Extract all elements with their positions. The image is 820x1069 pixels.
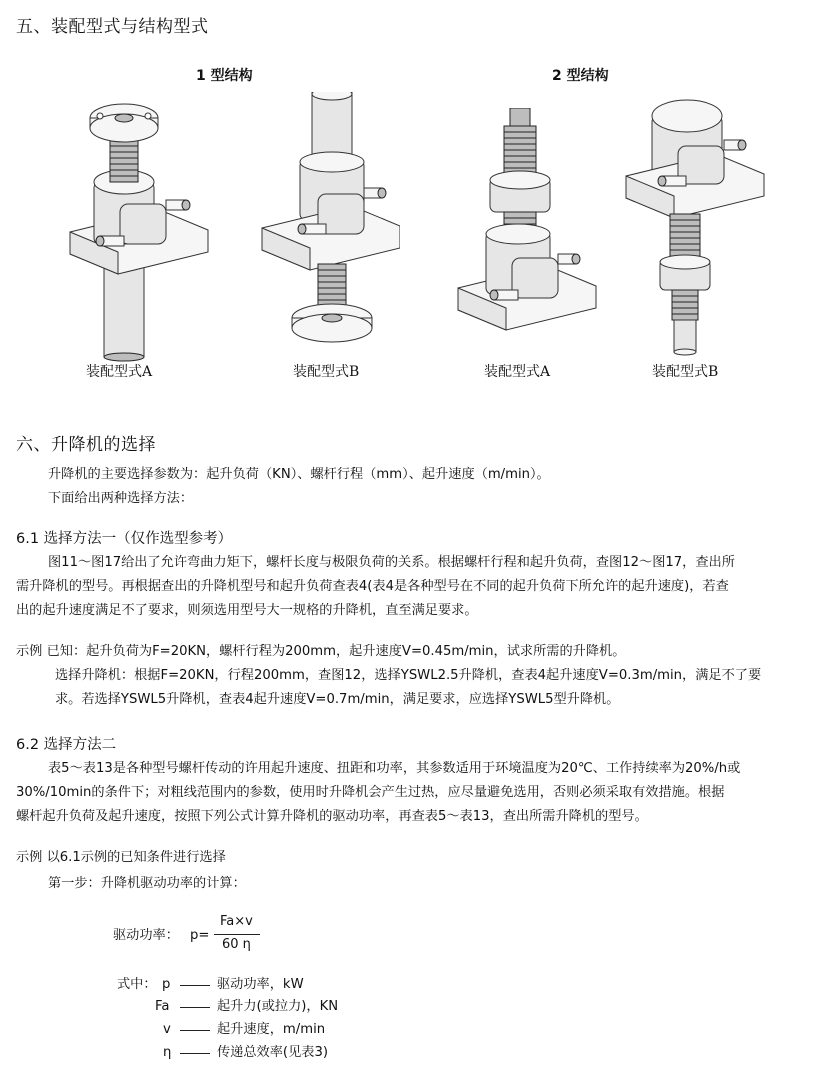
type-1-title: 1 型结构 <box>196 68 253 84</box>
where-desc-eta: 传递总效率(见表3) <box>217 1045 328 1060</box>
example-1-line-3: 求。若选择YSWL5升降机，查表4起升速度V=0.7m/min，满足要求，应选择YSWL5型升降机。 <box>55 692 620 707</box>
where-dash-p <box>180 985 210 986</box>
method-1-title: 6.1 选择方法一（仅作选型参考） <box>16 531 233 547</box>
where-sym-fa: Fa <box>155 999 170 1014</box>
formula-fraction-bar <box>214 934 260 935</box>
where-desc-v: 起升速度，m/min <box>217 1022 326 1037</box>
where-sym-p: p <box>162 977 171 992</box>
caption-type1-a: 装配型式A <box>86 364 153 380</box>
where-sym-v: v <box>163 1022 171 1037</box>
example-1-line-2: 选择升降机：根据F=20KN，行程200mm，查图12，选择YSWL2.5升降机，查表4起升速度V=0.3m/min，满足不了要 <box>55 668 762 683</box>
method-1-line-2: 需升降机的型号。再根据查出的升降机型号和起升负荷查表4(表4是各种型号在不同的起升负荷下所允许的起升速度)，若查 <box>16 579 729 594</box>
section-6-title: 六、升降机的选择 <box>16 435 156 455</box>
example-1-line-1: 示例 已知：起升负荷为F=20KN，螺杆行程为200mm，起升速度V=0.45m/min，试求所需的升降机。 <box>16 644 626 659</box>
where-prefix: 式中： <box>117 977 157 992</box>
where-desc-p: 驱动功率，kW <box>217 977 304 992</box>
method-2-line-1: 表5～表13是各种型号螺杆传动的许用起升速度、扭距和功率，其参数适用于环境温度为20℃、工作持续率为20%/h或 <box>48 761 741 776</box>
method-1-line-1: 图11～图17给出了允许弯曲力矩下，螺杆长度与极限负荷的关系。根据螺杆行程和起升负荷，查图12～图17，查出所 <box>48 555 735 570</box>
method-2-title: 6.2 选择方法二 <box>16 737 117 753</box>
caption-type2-b: 装配型式B <box>652 364 719 380</box>
section-5-title: 五、装配型式与结构型式 <box>16 17 209 37</box>
where-dash-fa <box>180 1007 210 1008</box>
caption-type1-b: 装配型式B <box>293 364 360 380</box>
where-dash-v <box>180 1030 210 1031</box>
step-1: 第一步：升降机驱动功率的计算： <box>48 876 246 891</box>
type2-assembly-b-illustration <box>622 96 782 356</box>
intro-line-1: 升降机的主要选择参数为：起升负荷（KN）、螺杆行程（mm）、起升速度（m/min）。 <box>48 467 550 482</box>
formula-label: 驱动功率： <box>113 928 179 943</box>
type1-assembly-b-illustration <box>240 92 400 352</box>
caption-type2-a: 装配型式A <box>484 364 551 380</box>
where-sym-eta: η <box>163 1045 172 1060</box>
type-2-title: 2 型结构 <box>552 68 609 84</box>
method-2-line-3: 螺杆起升负荷及起升速度，按照下列公式计算升降机的驱动功率，再查表5～表13，查出所需升降机的型号。 <box>16 809 648 824</box>
type2-assembly-a-illustration <box>452 108 612 358</box>
where-dash-eta <box>180 1053 210 1054</box>
formula-denominator: 60 η <box>222 937 251 952</box>
formula-numerator: Fa×v <box>220 914 253 929</box>
method-1-line-3: 出的起升速度满足不了要求，则须选用型号大一规格的升降机，直至满足要求。 <box>16 603 478 618</box>
method-2-line-2: 30%/10min的条件下；对粗线范围内的参数，使用时升降机会产生过热，应尽量避免选用，否则必须采取有效措施。根据 <box>16 785 725 800</box>
intro-line-2: 下面给出两种选择方法： <box>48 491 194 506</box>
type1-assembly-a-illustration <box>60 92 220 362</box>
example-2-title: 示例 以6.1示例的已知条件进行选择 <box>16 850 226 865</box>
formula-lhs: p= <box>190 928 210 943</box>
where-desc-fa: 起升力(或拉力)，KN <box>217 999 339 1014</box>
